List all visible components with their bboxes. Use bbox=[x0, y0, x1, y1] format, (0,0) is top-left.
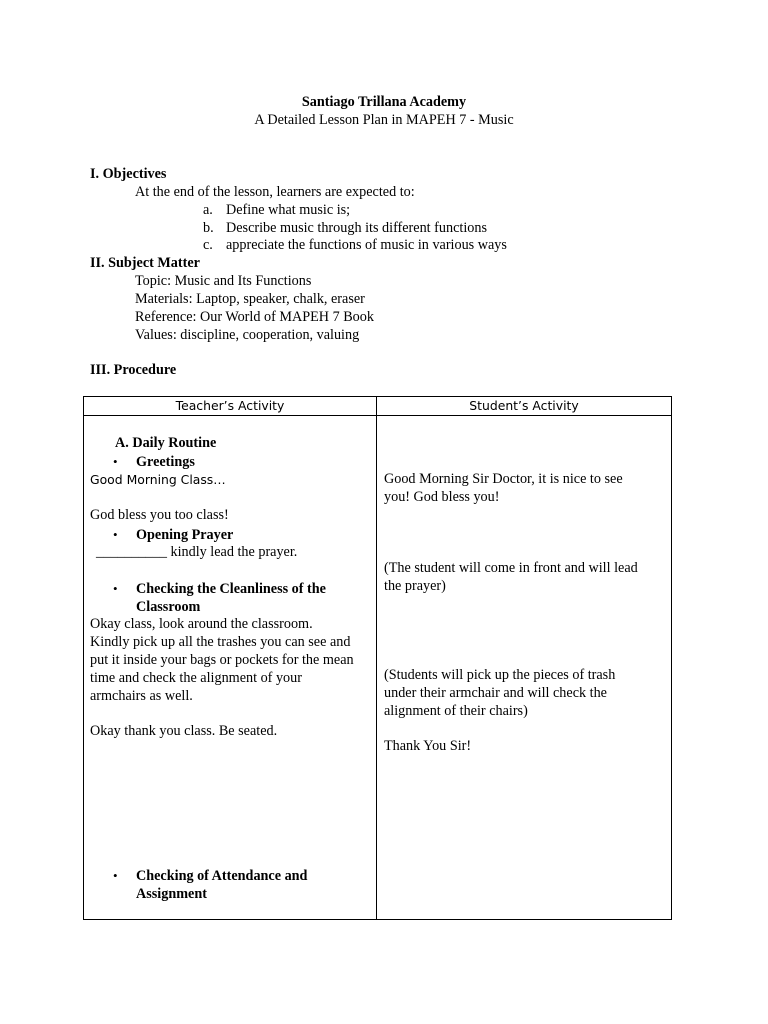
bullet-icon: • bbox=[113, 868, 118, 883]
objective-item: appreciate the functions of music in various ways bbox=[226, 237, 507, 253]
bullet-icon: • bbox=[113, 581, 118, 596]
school-name: Santiago Trillana Academy bbox=[301, 94, 467, 110]
student-greeting: you! God bless you! bbox=[384, 489, 500, 505]
teacher-blessing: God bless you too class! bbox=[90, 507, 229, 523]
student-activity-header: Student’s Activity bbox=[377, 397, 672, 416]
objective-item: Describe music through its different functions bbox=[226, 220, 487, 236]
bullet-icon: • bbox=[113, 454, 118, 469]
section-daily-routine: A. Daily Routine bbox=[115, 435, 217, 451]
teacher-activity-header: Teacher’s Activity bbox=[84, 397, 377, 416]
procedure-heading: III. Procedure bbox=[90, 362, 177, 378]
student-greeting: Good Morning Sir Doctor, it is nice to see bbox=[384, 471, 623, 487]
clean-instruction: put it inside your bags or pockets for the mean bbox=[90, 652, 354, 668]
student-trash: alignment of their chairs) bbox=[384, 703, 528, 719]
clean-instruction: Okay class, look around the classroom. bbox=[90, 616, 313, 632]
subject-materials: Materials: Laptop, speaker, chalk, eraser bbox=[135, 291, 365, 307]
teacher-greeting: Good Morning Class… bbox=[90, 472, 226, 487]
objective-marker: b. bbox=[203, 220, 214, 236]
objective-marker: c. bbox=[203, 237, 213, 253]
clean-instruction: armchairs as well. bbox=[90, 688, 193, 704]
cleanliness-label: Checking the Cleanliness of the bbox=[136, 581, 326, 597]
lesson-plan-title: A Detailed Lesson Plan in MAPEH 7 - Music bbox=[254, 112, 514, 128]
cleanliness-label-cont: Classroom bbox=[136, 599, 201, 615]
prayer-lead: __________ kindly lead the prayer. bbox=[96, 544, 298, 560]
student-trash: under their armchair and will check the bbox=[384, 685, 607, 701]
objectives-heading: I. Objectives bbox=[90, 166, 167, 182]
clean-instruction: time and check the alignment of your bbox=[90, 670, 302, 686]
objective-item: Define what music is; bbox=[226, 202, 351, 218]
bullet-icon: • bbox=[113, 527, 118, 542]
subject-matter-heading: II. Subject Matter bbox=[90, 255, 200, 271]
student-prayer: (The student will come in front and will lead bbox=[384, 560, 638, 576]
objectives-intro: At the end of the lesson, learners are expected to: bbox=[135, 184, 415, 200]
student-thanks: Thank You Sir! bbox=[384, 738, 472, 754]
objective-marker: a. bbox=[203, 202, 213, 218]
clean-instruction: Kindly pick up all the trashes you can see and bbox=[90, 634, 351, 650]
subject-reference: Reference: Our World of MAPEH 7 Book bbox=[135, 309, 374, 325]
student-prayer: the prayer) bbox=[384, 578, 446, 594]
opening-prayer-label: Opening Prayer bbox=[136, 527, 234, 543]
greetings-label: Greetings bbox=[136, 454, 195, 470]
student-trash: (Students will pick up the pieces of trash bbox=[384, 667, 616, 683]
attendance-label: Checking of Attendance and bbox=[136, 868, 308, 884]
subject-values: Values: discipline, cooperation, valuing bbox=[135, 327, 360, 343]
subject-topic: Topic: Music and Its Functions bbox=[135, 273, 312, 289]
teacher-be-seated: Okay thank you class. Be seated. bbox=[90, 723, 278, 739]
attendance-label-cont: Assignment bbox=[136, 886, 207, 902]
